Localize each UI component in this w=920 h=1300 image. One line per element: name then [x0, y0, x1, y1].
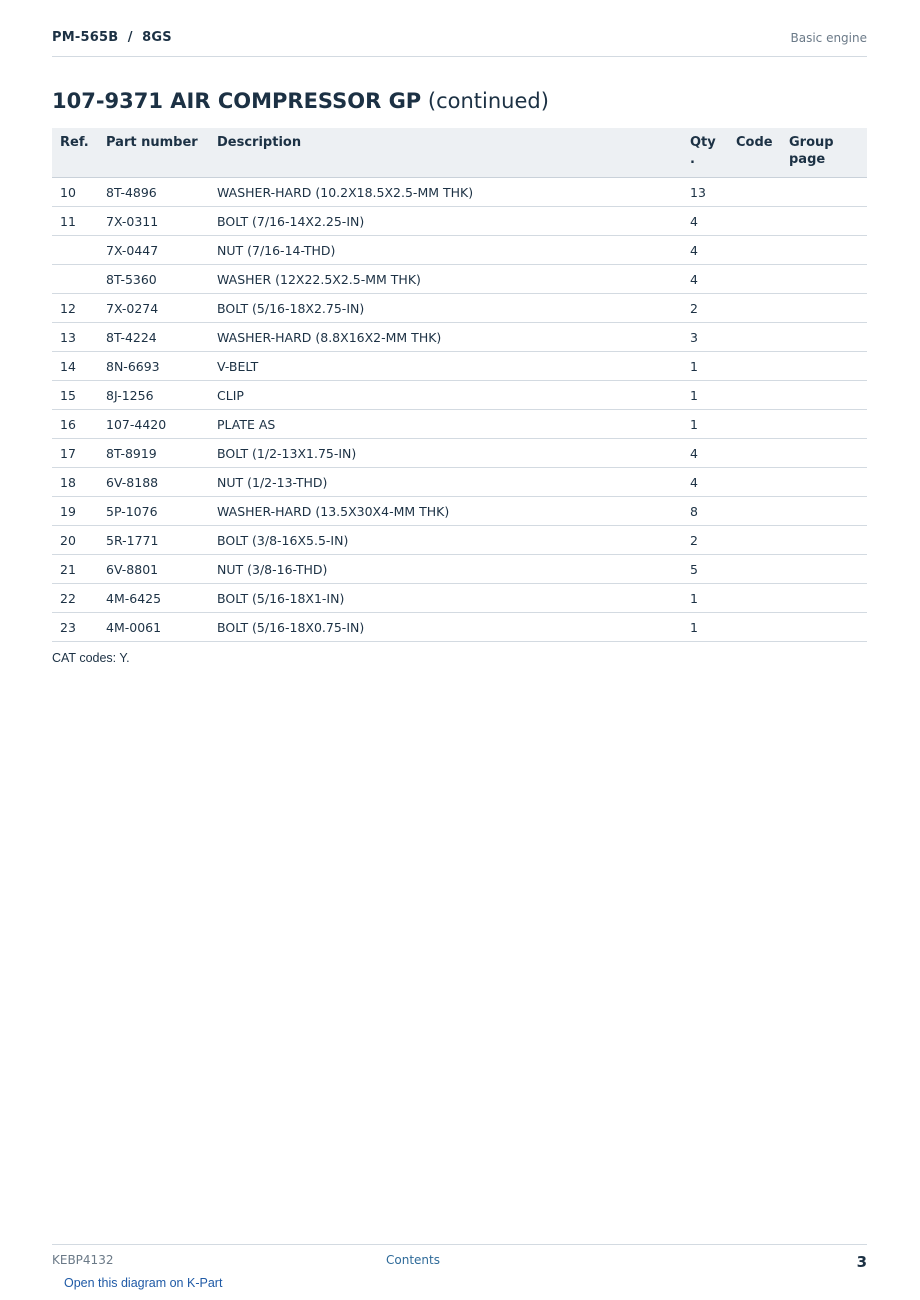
cell-part-number: 4M-0061: [98, 613, 209, 642]
cell-group-page: [781, 439, 867, 468]
cell-ref: 12: [52, 294, 98, 323]
cell-ref: 17: [52, 439, 98, 468]
cell-description: NUT (7/16-14-THD): [209, 236, 682, 265]
cell-qty: 4: [682, 207, 728, 236]
cell-part-number: 7X-0274: [98, 294, 209, 323]
cell-ref: 19: [52, 497, 98, 526]
table-row: [52, 323, 867, 352]
cell-qty: 8: [682, 497, 728, 526]
cell-part-number: 8T-5360: [98, 265, 209, 294]
cat-codes-note: CAT codes: Y.: [52, 651, 130, 665]
cell-ref: 15: [52, 381, 98, 410]
cell-description: BOLT (1/2-13X1.75-IN): [209, 439, 682, 468]
cell-qty: 5: [682, 555, 728, 584]
cell-qty: 1: [682, 381, 728, 410]
cell-group-page: [781, 352, 867, 381]
column-header-group-line2: page: [789, 152, 826, 167]
table-row: [52, 178, 867, 207]
cell-code: [728, 236, 781, 265]
cell-qty: 4: [682, 236, 728, 265]
column-header-qty-line1: Qty: [690, 135, 716, 150]
cell-description: WASHER-HARD (10.2X18.5X2.5-MM THK): [209, 178, 682, 207]
cell-part-number: 8T-8919: [98, 439, 209, 468]
title-suffix: (continued): [427, 89, 549, 113]
cell-group-page: [781, 497, 867, 526]
cell-qty: 4: [682, 468, 728, 497]
cell-qty: 1: [682, 584, 728, 613]
cell-qty: 13: [682, 178, 728, 207]
cell-code: [728, 352, 781, 381]
table-row: [52, 439, 867, 468]
cell-description: NUT (1/2-13-THD): [209, 468, 682, 497]
cell-part-number: 8J-1256: [98, 381, 209, 410]
cell-part-number: 6V-8188: [98, 468, 209, 497]
parts-table-body: [52, 178, 867, 642]
cell-group-page: [781, 381, 867, 410]
model-label: PM-565B / 8GS: [52, 30, 172, 45]
cell-qty: 1: [682, 410, 728, 439]
table-row: [52, 207, 867, 236]
document-id: KEBP4132: [52, 1253, 114, 1267]
cell-qty: 3: [682, 323, 728, 352]
cell-group-page: [781, 178, 867, 207]
cell-part-number: 4M-6425: [98, 584, 209, 613]
table-row: [52, 613, 867, 642]
cell-part-number: 8N-6693: [98, 352, 209, 381]
table-row: [52, 555, 867, 584]
cell-group-page: [781, 613, 867, 642]
table-row: [52, 236, 867, 265]
cell-group-page: [781, 468, 867, 497]
cell-ref: 10: [52, 178, 98, 207]
cell-code: [728, 207, 781, 236]
page-title: [52, 89, 549, 113]
cell-ref: [52, 236, 98, 265]
cell-qty: 1: [682, 352, 728, 381]
cell-ref: 14: [52, 352, 98, 381]
cell-part-number: 6V-8801: [98, 555, 209, 584]
cell-description: CLIP: [209, 381, 682, 410]
table-row: [52, 410, 867, 439]
table-row: [52, 584, 867, 613]
section-label: Basic engine: [790, 31, 867, 45]
parts-table: [52, 128, 867, 642]
cell-ref: 11: [52, 207, 98, 236]
cell-code: [728, 410, 781, 439]
cell-code: [728, 613, 781, 642]
cell-ref: 13: [52, 323, 98, 352]
cell-code: [728, 497, 781, 526]
cell-ref: [52, 265, 98, 294]
page-footer: [52, 1244, 867, 1275]
cell-qty: 4: [682, 265, 728, 294]
cell-code: [728, 584, 781, 613]
cell-part-number: 8T-4224: [98, 323, 209, 352]
cell-description: NUT (3/8-16-THD): [209, 555, 682, 584]
cell-part-number: 7X-0447: [98, 236, 209, 265]
cell-part-number: 107-4420: [98, 410, 209, 439]
cell-code: [728, 555, 781, 584]
cell-group-page: [781, 555, 867, 584]
cell-ref: 20: [52, 526, 98, 555]
cell-ref: 21: [52, 555, 98, 584]
column-header-qty: [682, 128, 728, 178]
table-row: [52, 265, 867, 294]
cell-group-page: [781, 236, 867, 265]
table-row: [52, 294, 867, 323]
cell-part-number: 8T-4896: [98, 178, 209, 207]
cell-group-page: [781, 410, 867, 439]
cell-description: WASHER-HARD (13.5X30X4-MM THK): [209, 497, 682, 526]
open-diagram-kpart-link[interactable]: Open this diagram on K-Part: [64, 1276, 223, 1290]
column-header-group-line1: Group: [789, 135, 834, 150]
table-row: [52, 381, 867, 410]
cell-description: V-BELT: [209, 352, 682, 381]
cell-qty: 2: [682, 294, 728, 323]
cell-description: BOLT (7/16-14X2.25-IN): [209, 207, 682, 236]
cell-code: [728, 323, 781, 352]
table-row: [52, 468, 867, 497]
cell-group-page: [781, 207, 867, 236]
page-header: [52, 28, 867, 57]
table-row: [52, 352, 867, 381]
cell-code: [728, 526, 781, 555]
cell-group-page: [781, 323, 867, 352]
column-header-qty-line2: .: [690, 152, 695, 167]
cell-group-page: [781, 294, 867, 323]
cell-qty: 4: [682, 439, 728, 468]
cell-code: [728, 265, 781, 294]
cell-group-page: [781, 584, 867, 613]
column-header-code: Code: [728, 128, 781, 178]
table-row: [52, 497, 867, 526]
cell-ref: 18: [52, 468, 98, 497]
table-header-row: [52, 128, 867, 178]
contents-link[interactable]: Contents: [386, 1253, 440, 1267]
cell-code: [728, 439, 781, 468]
cell-part-number: 7X-0311: [98, 207, 209, 236]
cell-qty: 1: [682, 613, 728, 642]
column-header-group-page: [781, 128, 867, 178]
cell-code: [728, 468, 781, 497]
cell-description: BOLT (5/16-18X2.75-IN): [209, 294, 682, 323]
column-header-part-number: Part number: [98, 128, 209, 178]
cell-code: [728, 381, 781, 410]
assembly-title: 107-9371 AIR COMPRESSOR GP: [52, 89, 422, 113]
cell-group-page: [781, 526, 867, 555]
column-header-ref: Ref.: [52, 128, 98, 178]
table-row: [52, 526, 867, 555]
column-header-description: Description: [209, 128, 682, 178]
cell-code: [728, 294, 781, 323]
cell-part-number: 5P-1076: [98, 497, 209, 526]
cell-description: WASHER (12X22.5X2.5-MM THK): [209, 265, 682, 294]
cell-qty: 2: [682, 526, 728, 555]
page-number: 3: [856, 1253, 867, 1271]
cell-description: BOLT (5/16-18X1-IN): [209, 584, 682, 613]
cell-description: BOLT (5/16-18X0.75-IN): [209, 613, 682, 642]
cell-group-page: [781, 265, 867, 294]
cell-part-number: 5R-1771: [98, 526, 209, 555]
cell-ref: 16: [52, 410, 98, 439]
cell-description: PLATE AS: [209, 410, 682, 439]
cell-description: BOLT (3/8-16X5.5-IN): [209, 526, 682, 555]
cell-code: [728, 178, 781, 207]
cell-ref: 22: [52, 584, 98, 613]
cell-description: WASHER-HARD (8.8X16X2-MM THK): [209, 323, 682, 352]
cell-ref: 23: [52, 613, 98, 642]
